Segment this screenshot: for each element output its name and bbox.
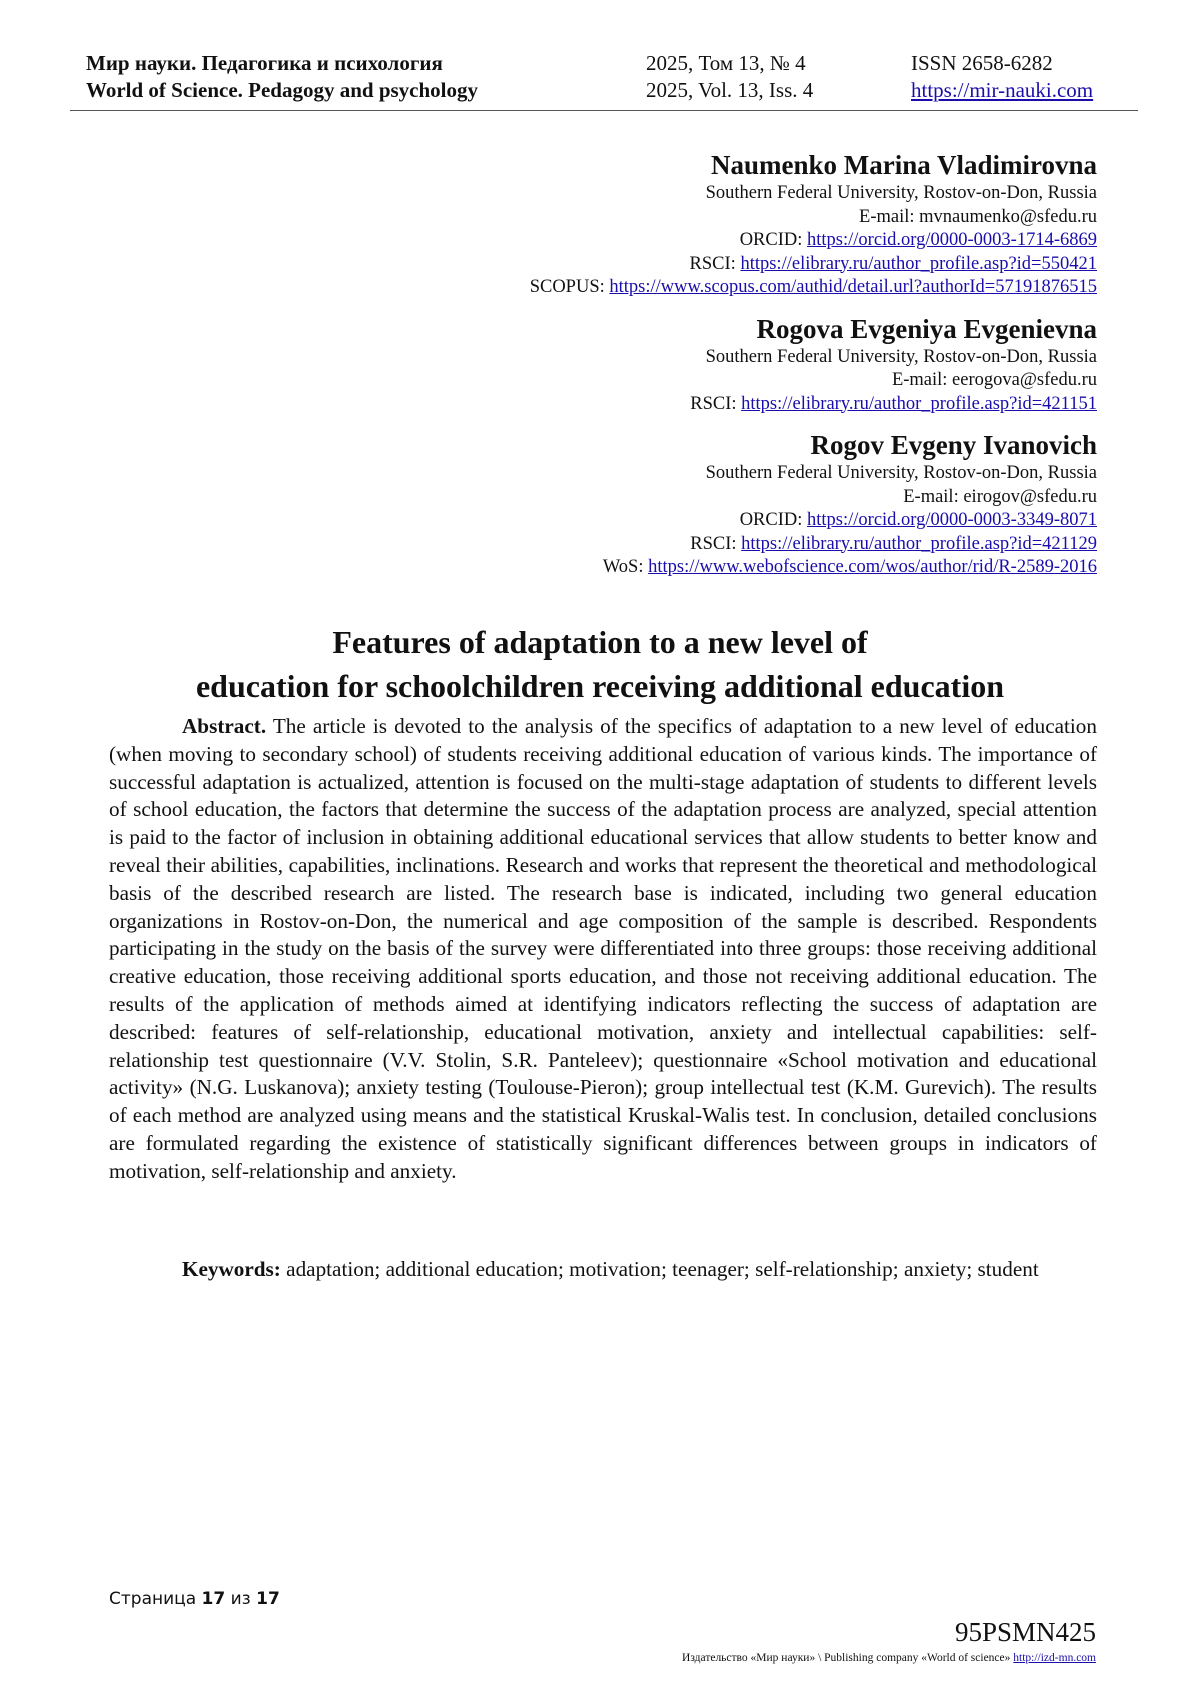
scopus-link[interactable]: https://www.scopus.com/authid/detail.url?authorId=57191876515 <box>609 277 1097 297</box>
rsci-label: RSCI: <box>690 533 737 554</box>
page-current: 17 <box>201 1589 226 1609</box>
author-name: Naumenko Marina Vladimirovna <box>710 150 1097 180</box>
article-code: 95PSMN425 <box>954 1617 1096 1647</box>
page-prefix: Страница <box>109 1589 197 1609</box>
rsci-label: RSCI: <box>689 253 736 274</box>
issue-en: 2025, Vol. 13, Iss. 4 <box>646 78 814 102</box>
publisher-link[interactable]: http://izd-mn.com <box>1013 1652 1096 1664</box>
author-3 <box>197 428 1097 580</box>
abstract-label: Abstract. <box>182 714 267 738</box>
author-1 <box>197 148 1097 300</box>
wos-label: WoS: <box>602 557 644 577</box>
keywords-label: Keywords: <box>182 1257 281 1281</box>
author-email: E-mail: eirogov@sfedu.ru <box>903 486 1097 507</box>
article-title <box>100 620 1100 708</box>
issue-ru: 2025, Том 13, № 4 <box>646 51 806 75</box>
author-affiliation: Southern Federal University, Rostov-on-Don, Russia <box>705 183 1097 203</box>
author-2 <box>197 312 1097 417</box>
author-email: E-mail: eerogova@sfedu.ru <box>891 370 1097 390</box>
rsci-link[interactable]: https://elibrary.ru/author_profile.asp?id=550421 <box>740 253 1097 274</box>
journal-name-ru: Мир науки. Педагогика и психология <box>86 51 443 75</box>
page-number <box>109 1589 280 1609</box>
author-affiliation: Southern Federal University, Rostov-on-Don, Russia <box>705 463 1097 483</box>
rsci-link[interactable]: https://elibrary.ru/author_profile.asp?id=421129 <box>741 533 1097 554</box>
author-email: E-mail: mvnaumenko@sfedu.ru <box>859 206 1097 227</box>
publisher-line <box>682 1652 1096 1664</box>
orcid-label: ORCID: <box>739 230 803 250</box>
rsci-label: RSCI: <box>690 393 737 414</box>
orcid-link[interactable]: https://orcid.org/0000-0003-3349-8071 <box>807 510 1097 530</box>
orcid-link[interactable]: https://orcid.org/0000-0003-1714-6869 <box>807 230 1097 250</box>
issn: ISSN 2658-6282 <box>911 51 1053 75</box>
abstract <box>109 713 1097 1186</box>
page-sep: из <box>230 1589 251 1609</box>
scopus-label: SCOPUS: <box>529 277 605 297</box>
author-affiliation: Southern Federal University, Rostov-on-Don, Russia <box>705 346 1097 367</box>
title-line-2: education for schoolchildren receiving additional education <box>195 668 1005 704</box>
journal-header <box>86 50 1138 104</box>
orcid-label: ORCID: <box>739 510 803 530</box>
rsci-link[interactable]: https://elibrary.ru/author_profile.asp?id=421151 <box>741 393 1097 414</box>
publisher-text: Издательство «Мир науки» \ Publishing company «World of science» <box>682 1652 1011 1664</box>
title-line-1: Features of adaptation to a new level of <box>332 624 868 660</box>
header-divider <box>70 110 1138 111</box>
journal-site-link[interactable]: https://mir-nauki.com <box>911 78 1094 102</box>
wos-link[interactable]: https://www.webofscience.com/wos/author/rid/R-2589-2016 <box>648 557 1097 577</box>
abstract-text: The article is devoted to the analysis of the specifics of adaptation to a new level of education (when moving to secondary school) of students receiving additional education of various kinds. The importance of successful adaptation is actualized, attention is focused on the multi-stage adaptation of students to different levels of school education, the factors that determine the success of the adaptation process are analyzed, special attention is paid to the factor of inclusion in obtaining additional educational services that allow students to better know and reveal their abilities, capabilities, inclinations. Research and works that represent the theoretical and methodological basis of the described research are listed. The research base is indicated, including two general education organizations in Rostov-on-Don, the numerical and age composition of the sample is described. Respondents participating in the study on the basis of the survey were differentiated into three groups: those receiving additional creative education, those receiving additional sports education, and those not receiving additional education. The results of the application of methods aimed at identifying indicators reflecting the success of adaptation are described: features of self-relationship, educational motivation, anxiety and intellectual capabilities: self-relationship test questionnaire (V.V. Stolin, S.R. Panteleev); questionnaire «School motivation and educational activity» (N.G. Luskanova); anxiety testing (Toulouse-Pieron); group intellectual test (K.M. Gurevich). The results of each method are analyzed using means and the statistical Kruskal-Walis test. In conclusion, detailed conclusions are formulated regarding the existence of statistically significant differences between groups in indicators of motivation, self-relationship and anxiety. <box>109 714 1097 1183</box>
author-name: Rogov Evgeny Ivanovich <box>810 430 1097 460</box>
authors-block <box>197 148 1097 592</box>
author-name: Rogova Evgeniya Evgenievna <box>756 313 1097 344</box>
page-total: 17 <box>256 1589 280 1609</box>
keywords-text: adaptation; additional education; motivation; teenager; self-relationship; anxiety; student <box>286 1257 1039 1281</box>
keywords <box>109 1256 1097 1284</box>
journal-name-en: World of Science. Pedagogy and psychology <box>86 78 479 102</box>
